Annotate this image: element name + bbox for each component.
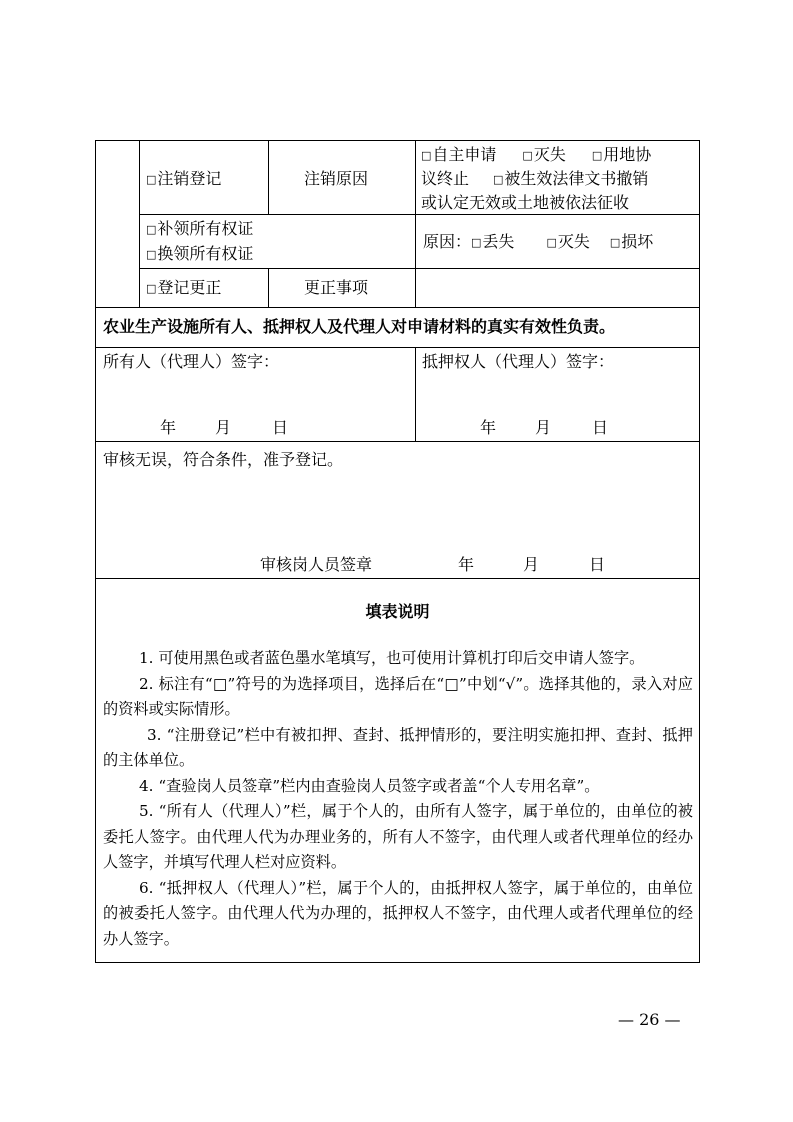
grid-line <box>415 141 416 307</box>
grid-line <box>95 441 700 442</box>
checkbox[interactable]: □ <box>591 149 603 162</box>
correction-option[interactable]: □登记更正 <box>146 278 222 297</box>
cancel-option[interactable]: □注销登记 <box>146 169 222 188</box>
instruction-item: 1. 可使用黑色或者蓝色墨水笔填写，也可使用计算机打印后交申请人签字。 <box>139 649 645 667</box>
instruction-item: 6. “抵押权人（代理人）”栏，属于个人的，由抵押权人签字，属于单位的，由单位的被委托人签字。由代理人代为办理的，抵押权人不签字，由代理人或者代理单位的经办人签字。 <box>103 878 693 948</box>
cancel-reasons-line-1: □自主申请 □灭失 □用地协 <box>421 145 652 164</box>
instructions-title: 填表说明 <box>365 602 430 621</box>
instruction-item: 3. “注册登记”栏中有被扣押、查封、抵押情形的，要注明实施扣押、查封、抵押的主体单位。 <box>103 725 693 769</box>
checkbox[interactable]: □ <box>522 149 533 162</box>
review-stamp-field[interactable] <box>97 475 698 553</box>
instruction-item: 2. 标注有“□”符号的为选择项目，选择后在“□”中划“√”。选择其他的，录入对应的资料或实际情形。 <box>103 674 693 718</box>
grid-line <box>95 578 700 579</box>
cancel-reasons-line-3: 或认定无效或土地被依法征收 <box>421 193 630 212</box>
cancel-reason-header: 注销原因 <box>304 169 369 188</box>
checkbox[interactable]: □ <box>146 248 157 261</box>
replace-option[interactable]: □换领所有权证 <box>146 244 254 263</box>
review-date-year: 年 <box>458 555 475 574</box>
checkbox[interactable]: □ <box>493 173 504 186</box>
checkbox[interactable]: □ <box>421 149 432 162</box>
page-number: — 26 — <box>618 1010 681 1029</box>
checkbox[interactable]: □ <box>546 236 557 249</box>
review-approval-text: 审核无误，符合条件，准予登记。 <box>103 450 344 469</box>
declaration: 农业生产设施所有人、抵押权人及代理人对申请材料的真实有效性负责。 <box>103 317 616 336</box>
mortgagee-date-year: 年 <box>480 418 497 437</box>
owner-signature-label: 所有人（代理人）签字： <box>103 352 280 371</box>
review-date-day: 日 <box>589 555 606 574</box>
grid-line <box>268 268 269 307</box>
checkbox[interactable]: □ <box>146 223 157 236</box>
instruction-item: 5. “所有人（代理人）”栏，属于个人的，由所有人签字，属于单位的，由单位的被委托人签字。由代理人代为办理业务的，所有人不签字，由代理人或者代理单位的经办人签字，并填写代理人栏对应资料。 <box>103 802 693 871</box>
reissue-option[interactable]: □补领所有权证 <box>146 219 254 238</box>
mortgagee-signature-label: 抵押权人（代理人）签字： <box>422 352 615 371</box>
owner-date-year: 年 <box>160 418 177 437</box>
grid-line <box>95 347 700 348</box>
mortgagee-date-month: 月 <box>535 418 552 437</box>
grid-line <box>139 268 700 269</box>
checkbox[interactable]: □ <box>609 236 621 249</box>
instructions-list <box>103 646 693 952</box>
mortgagee-signature-field[interactable] <box>417 375 698 415</box>
correction-item-header: 更正事项 <box>304 278 369 297</box>
owner-date-day: 日 <box>272 418 289 437</box>
grid-line <box>139 141 140 307</box>
grid-line <box>268 141 269 214</box>
review-stamp-label: 审核岗人员签章 <box>260 555 373 574</box>
grid-line <box>95 307 700 308</box>
checkbox[interactable]: □ <box>146 173 157 186</box>
review-date-month: 月 <box>523 555 540 574</box>
grid-line <box>415 347 416 441</box>
reissue-reasons: 原因：□丢失 □灭失 □损坏 <box>423 232 654 251</box>
owner-signature-field[interactable] <box>97 375 413 415</box>
checkbox[interactable]: □ <box>146 282 157 295</box>
mortgagee-date-day: 日 <box>592 418 609 437</box>
cancel-reasons-line-2: 议终止 □被生效法律文书撤销 <box>421 169 649 188</box>
correction-item-input[interactable] <box>417 270 698 306</box>
instruction-item: 4. “查验岗人员签章”栏内由查验岗人员签字或者盖“个人专用名章”。 <box>139 776 600 795</box>
owner-date-month: 月 <box>215 418 232 437</box>
checkbox[interactable]: □ <box>471 236 482 249</box>
